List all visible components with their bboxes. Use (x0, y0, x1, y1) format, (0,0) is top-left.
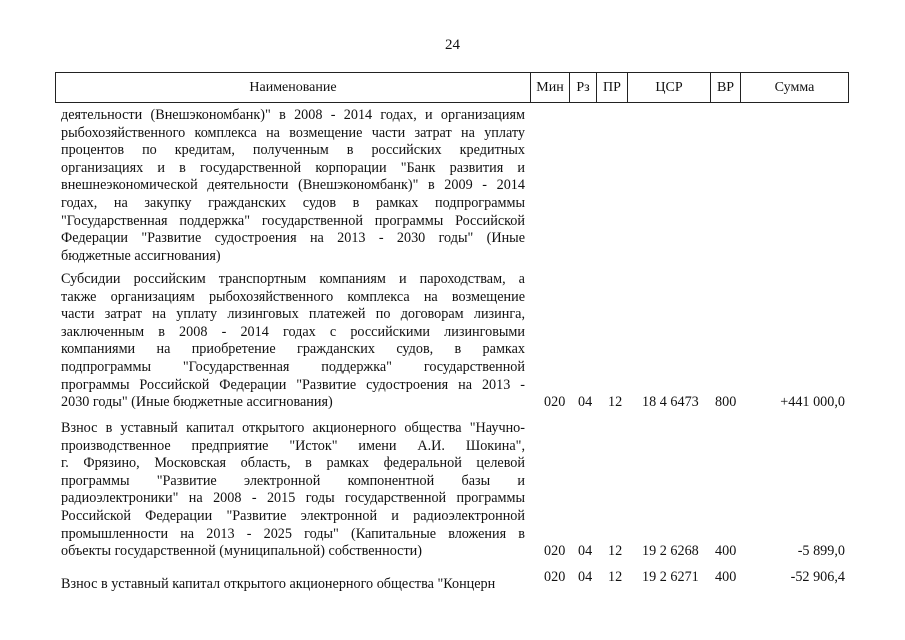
table-row (61, 107, 525, 265)
row-line: "Государственная поддержка" государственной программы Российской (61, 212, 525, 229)
row-line: деятельности (Внешэкономбанк)" в 2008 - 2014 годах, и организациям (61, 107, 525, 123)
row-line: части затрат на уплату лизинговых платежей по договорам лизинга, (61, 306, 525, 323)
cell-csr: 19 2 6271 (642, 569, 699, 585)
row-line: заключенным в 2008 - 2014 годах с российскими лизинговыми (61, 323, 525, 340)
row-line: Российской Федерации "Развитие электронной и радиоэлектронной (61, 507, 525, 524)
row-line: процентов по кредитам, полученным в российских кредитных (61, 142, 525, 159)
cell-min: 020 (544, 543, 566, 559)
table-row (61, 271, 525, 412)
row-line: организациях и в государственной корпорации "Банк развития и (61, 159, 525, 176)
cell-rz: 04 (578, 394, 593, 410)
cell-pr: 12 (608, 569, 623, 585)
row-line: объекты государственной (муниципальной) собственности) (61, 543, 422, 560)
row-line: программы Российской Федерации "Развитие судостроения на 2013 - (61, 376, 525, 393)
row-line: г. Фрязино, Московская область, в рамках федеральной целевой (61, 455, 525, 472)
cell-vr: 800 (715, 394, 737, 410)
row-line: Взнос в уставный капитал открытого акционерного общества "Концерн (61, 576, 496, 592)
header-csr: ЦСР (627, 73, 710, 102)
row-line: рыбохозяйственного комплекса на возмещение части затрат на уплату (61, 124, 525, 141)
row-line: Взнос в уставный капитал открытого акционерного общества "Научно- (61, 420, 525, 436)
row-line: бюджетные ассигнования) (61, 247, 221, 264)
cell-pr: 12 (608, 394, 623, 410)
cell-csr: 18 4 6473 (642, 394, 699, 410)
page-number: 24 (445, 37, 460, 53)
row-line: также организациям рыбохозяйственного комплекса на возмещение (61, 288, 525, 305)
row-line: компаниями на приобретение гражданских судов, в рамках (61, 341, 525, 358)
header-min: Мин (530, 73, 569, 102)
table-row (61, 576, 525, 594)
cell-rz: 04 (578, 569, 593, 585)
table-row (61, 420, 525, 561)
cell-rz: 04 (578, 543, 593, 559)
row-line: внешнеэкономической деятельности (Внешэкономбанк)" в 2009 - 2014 (61, 177, 525, 194)
cell-sum: +441 000,0 (780, 394, 845, 410)
row-line: производственное предприятие "Исток" имени А.И. Шокина", (61, 437, 525, 454)
cell-vr: 400 (715, 543, 737, 559)
row-line: радиоэлектроники" на 2008 - 2015 годы государственной программы (61, 490, 525, 507)
row-line: промышленности на 2013 - 2025 годы" (Капитальные вложения в (61, 525, 525, 542)
row-line: программы "Развитие электронной компонентной базы и (61, 472, 525, 489)
row-line: годах, на закупку гражданских судов в рамках подпрограммы (61, 194, 525, 211)
cell-csr: 19 2 6268 (642, 543, 699, 559)
header-name: Наименование (249, 80, 337, 95)
cell-sum: -52 906,4 (790, 569, 845, 585)
header-vr: ВР (710, 73, 740, 102)
row-line: подпрограммы "Государственная поддержка" государственной (61, 358, 525, 375)
cell-min: 020 (544, 569, 566, 585)
row-line: 2030 годы" (Иные бюджетные ассигнования) (61, 394, 333, 411)
header-sum: Сумма (740, 73, 848, 102)
row-line: Федерации "Развитие судостроения на 2013 - 2030 годы" (Иные (61, 230, 525, 247)
cell-pr: 12 (608, 543, 623, 559)
header-rz: Рз (569, 73, 596, 102)
cell-min: 020 (544, 394, 566, 410)
cell-vr: 400 (715, 569, 737, 585)
header-pr: ПР (596, 73, 627, 102)
table-header (55, 72, 849, 103)
cell-sum: -5 899,0 (797, 543, 845, 559)
row-line: Субсидии российским транспортным компаниям и пароходствам, а (61, 271, 525, 287)
